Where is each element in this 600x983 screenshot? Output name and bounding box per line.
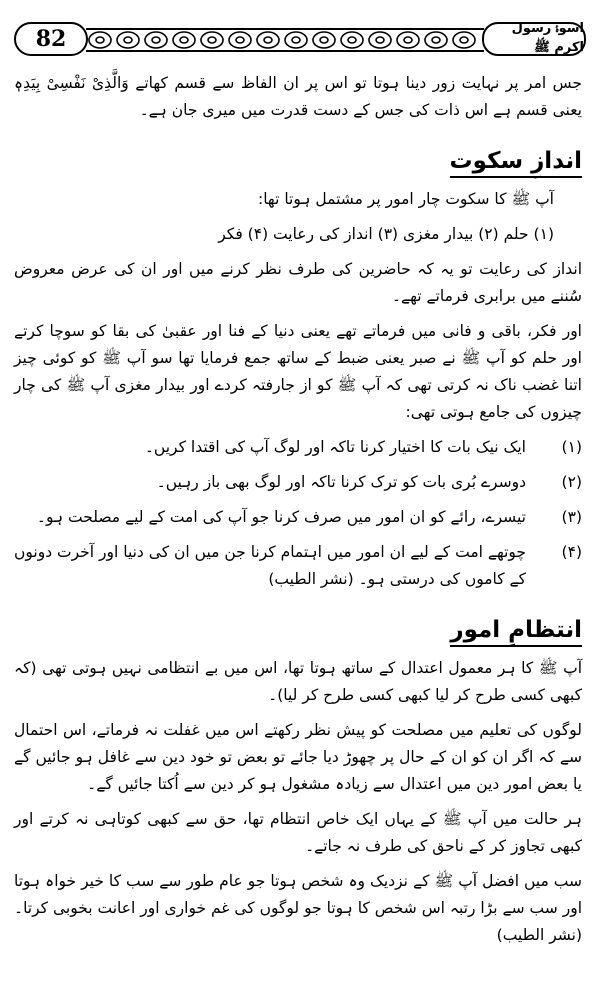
book-title: اسوۂ رسول اکرم ﷺ — [482, 22, 586, 56]
list-number: (۳) — [561, 508, 582, 526]
list-item — [14, 434, 582, 461]
list-number: (۱) — [561, 438, 582, 456]
list-item — [14, 469, 582, 496]
silence-paragraph-2: اور فکر، باقی و فانی میں فرماتے تھے یعنی دنیا کے فنا اور عقبیٰ کی بقا کو سوچا کرتے اور حلم کو آپ ﷺ نے صبر یعنی ضبط کے ساتھ جمع فرمایا تھا سو آپ ﷺ کو کوئی چیز اتنا غضب ناک نہ کرتی تھی کہ آپ ﷺ کو از جارفتہ کردے اور بیدار مغزی آپ ﷺ کی چار چیزوں کی جامع ہوتی تھی: — [14, 322, 582, 421]
list-item — [14, 539, 582, 593]
section-heading-silence: اندازِ سکوت — [449, 148, 582, 174]
list-text: تیسرے، رائے کو ان امور میں صرف کرنا جو آپ کی امت کے لیے مصلحت ہو۔ — [36, 508, 526, 526]
section-heading-management: انتظامِ امور — [450, 617, 582, 643]
list-item — [14, 504, 582, 531]
page-content — [14, 70, 582, 957]
list-number: (۴) — [561, 543, 582, 561]
intro-paragraph: جس امر پر نہایت زور دینا ہوتا تو اس پر ان الفاظ سے قسم کھاتے وَالَّذِیْ نَفْسِیْ بِیَدِہٖ یعنی قسم ہے اس ذات کی جس کے دست قدرت میں میری جان ہے۔ — [14, 74, 582, 119]
management-paragraph-4: سب میں افضل آپ ﷺ کے نزدیک وہ شخص ہوتا جو عام طور سے سب کا خیر خواہ ہوتا اور سب سے بڑا رتبہ اس شخص کا ہوتا جو لوگوں کی غم خواری اور اعانت بخوبی کرتا۔ (نشر الطیب) — [14, 872, 582, 944]
management-paragraph-1: آپ ﷺ کا ہر معمول اعتدال کے ساتھ ہوتا تھا، اس میں بے انتظامی نہیں ہوتی تھی (کہ کبھی کسی طرح کر لیا کبھی کسی طرح کر لیا)۔ — [14, 659, 582, 704]
page-header — [14, 22, 586, 60]
ornament-border-icon — [86, 26, 484, 54]
list-text: دوسرے بُری بات کو ترک کرنا تاکہ اور لوگ بھی باز رہیں۔ — [156, 473, 526, 491]
management-paragraph-3: ہر حالت میں آپ ﷺ کے یہاں ایک خاص انتظام تھا، حق سے کبھی کوتاہی نہ کرتے اور کبھی تجاوز کر کے ناحق کی طرف نہ جاتے۔ — [14, 810, 582, 855]
silence-items: (۱) حلم (۲) بیدار مغزی (۳) انداز کی رعایت (۴) فکر — [218, 225, 554, 243]
list-text: ایک نیک بات کا اختیار کرنا تاکہ اور لوگ آپ کی اقتدا کریں۔ — [144, 438, 526, 456]
list-text: چوتھے امت کے لیے ان امور میں اہتمام کرنا جن میں ان کی دنیا اور آخرت دونوں کے کاموں کی درستی ہو۔ (نشر الطیب) — [14, 543, 526, 588]
page-number: 82 — [14, 22, 88, 56]
silence-paragraph-1: انداز کی رعایت تو یہ کہ حاضرین کی طرف نظر کرنے میں اور ان کی عرض معروض سُننے میں برابری فرماتے تھے۔ — [14, 260, 582, 305]
management-paragraph-2: لوگوں کی تعلیم میں مصلحت کو پیش نظر رکھتے اس میں غفلت نہ فرماتے، اس احتمال سے کہ اگر ان کو ان کے حال پر چھوڑ دیا جائے تو بعض تو خود دین سے غافل ہو جائیں گے یا بعض امور دین میں اعتدال سے زیادہ مشغول ہو کر دین سے اُکتا جائیں گے۔ — [14, 721, 582, 793]
silence-intro: آپ ﷺ کا سکوت چار امور پر مشتمل ہوتا تھا: — [257, 190, 554, 208]
list-number: (۲) — [561, 473, 582, 491]
